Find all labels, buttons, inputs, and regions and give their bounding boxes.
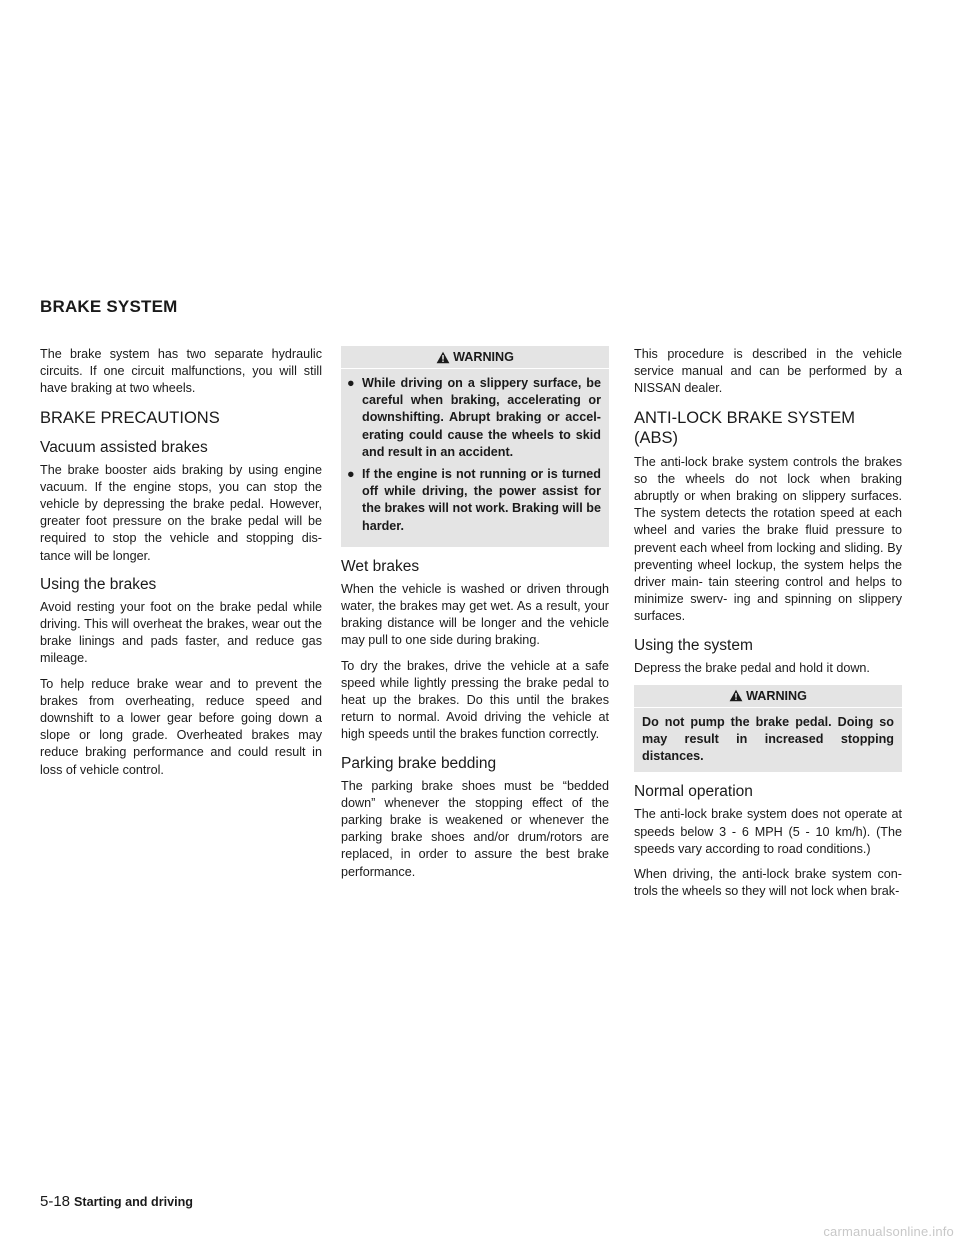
warning-triangle-icon — [729, 689, 743, 702]
section-title: BRAKE SYSTEM — [40, 297, 178, 316]
parking-brake-paragraph: The parking brake shoes must be “bedded down” whenever the stopping effect of the parking brake is weakened or whenever the parking brake shoes and/or drum/rotors are replaced, in order to assure the best brake performance. — [341, 778, 609, 879]
warning-divider — [634, 707, 902, 708]
warning-item: ● If the engine is not running or is turned off while driving, the power assist for the brakes will not work. Braking will be harder. — [347, 467, 601, 533]
column-right — [634, 346, 902, 908]
heading-parking-brake-bedding: Parking brake bedding — [341, 754, 497, 772]
heading-brake-precautions: BRAKE PRECAUTIONS — [40, 408, 220, 427]
warning-box-pump — [634, 685, 902, 773]
normal-operation-paragraph-1: The anti-lock brake system does not operate at speeds below 3 - 6 MPH (5 - 10 km/h). (The speeds vary according to road conditions.) — [634, 807, 902, 856]
bullet-icon: ● — [347, 467, 355, 482]
watermark: carmanualsonline.info — [823, 1224, 954, 1239]
wet-brakes-paragraph-2: To dry the brakes, drive the vehicle at a safe speed while lightly pressing the brake pedal to heat up the brakes. Do this until the brakes return to normal. Avoid driving the vehicle at high speeds until the brakes function correctly. — [341, 658, 609, 742]
heading-using-the-brakes: Using the brakes — [40, 575, 157, 593]
bullet-icon: ● — [347, 376, 355, 390]
footer-section-name: Starting and driving — [74, 1195, 193, 1209]
warning-list — [341, 375, 609, 535]
using-brakes-paragraph-2: To help reduce brake wear and to prevent the brakes from overheating, reduce speed and downshift to a lower gear before going down a slope or long grade. Overheated brakes may reduce braking performance and could result in loss of vehicle control. — [40, 676, 322, 777]
heading-abs: ANTI-LOCK BRAKE SYSTEM (ABS) — [634, 408, 855, 447]
abs-paragraph: The anti-lock brake system controls the brakes so the wheels do not lock when braking abruptly or when braking on slippery surfaces. The system detects the rotation speed at each wheel and varies the brake fluid pressure to prevent each wheel from locking and sliding. By preventing wheel lockup, the system helps the driver main- tain steering control and helps to minimize swerv- ing and spinning on slippery surfaces. — [634, 454, 902, 624]
page-number: 5-18 — [40, 1193, 71, 1210]
heading-normal-operation: Normal operation — [634, 783, 753, 801]
intro-paragraph: The brake system has two separate hydraulic circuits. If one circuit malfunctions, you will still have braking at two wheels. — [40, 347, 322, 396]
warning-header — [634, 685, 902, 707]
warning-label: WARNING — [453, 350, 514, 364]
vacuum-paragraph: The brake booster aids braking by using engine vacuum. If the engine stops, you can stop the vehicle by depressing the brake pedal. However, greater foot pressure on the brake pedal will be required to stop the vehicle and stopping dis- tance will be longer. — [40, 462, 322, 563]
heading-using-the-system: Using the system — [634, 636, 753, 654]
warning-box-slippery — [341, 346, 609, 547]
wet-brakes-paragraph-1: When the vehicle is washed or driven through water, the brakes may get wet. As a result, your braking distance will be longer and the vehicle may pull to one side during braking. — [341, 581, 609, 648]
warning-text: Do not pump the brake pedal. Doing so may result in increased stopping distances. — [642, 714, 894, 764]
page-footer — [40, 1193, 193, 1210]
using-system-paragraph: Depress the brake pedal and hold it down. — [634, 660, 870, 675]
heading-wet-brakes: Wet brakes — [341, 557, 420, 575]
normal-operation-paragraph-2: When driving, the anti-lock brake system con- trols the wheels so they will not lock when brak- — [634, 867, 902, 899]
column-left — [40, 346, 322, 787]
warning-header — [341, 346, 609, 368]
warning-label: WARNING — [746, 688, 807, 703]
warning-item: ● While driving on a slippery surface, be careful when braking, accelerating or downshifting. Abrupt braking or accel- erating could cause the wheels to skid and result in an accident. — [347, 376, 601, 459]
warning-divider — [341, 368, 609, 369]
heading-vacuum-assisted-brakes: Vacuum assisted brakes — [40, 438, 208, 456]
using-brakes-paragraph-1: Avoid resting your foot on the brake pedal while driving. This will overheat the brakes, wear out the brake linings and pads faster, and reduce gas mileage. — [40, 599, 322, 666]
column-middle — [341, 346, 609, 889]
warning-triangle-icon — [436, 351, 450, 364]
procedure-paragraph: This procedure is described in the vehicle service manual and can be performed by a NISSAN dealer. — [634, 347, 902, 396]
